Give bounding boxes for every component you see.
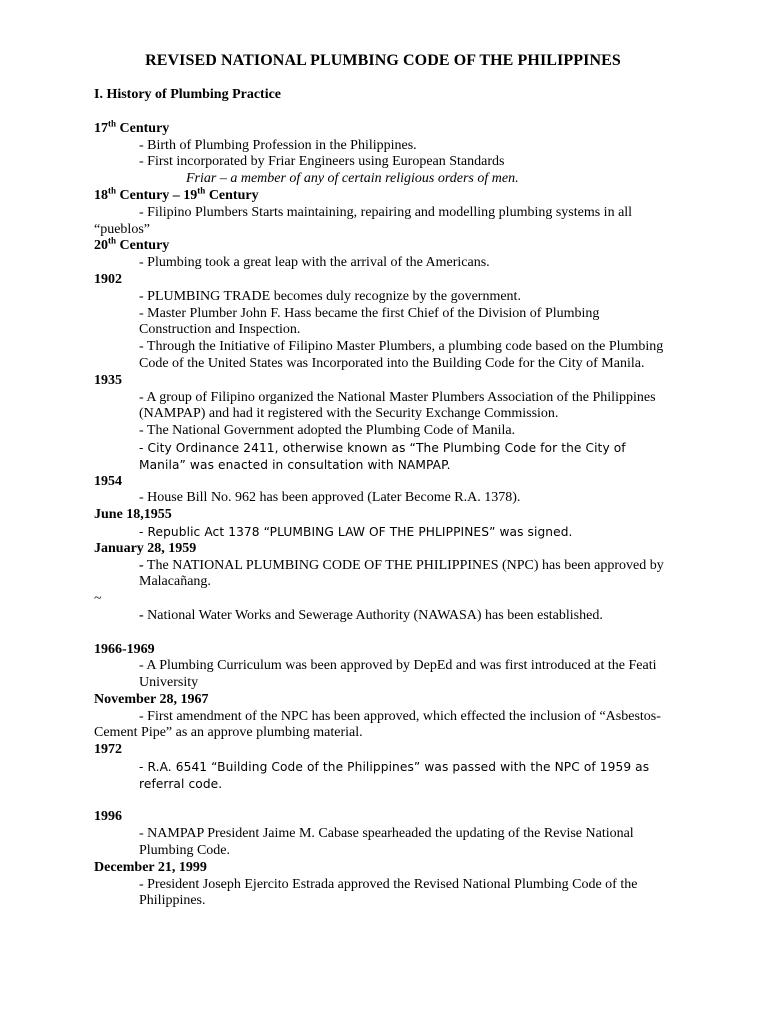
period-17th-century (94, 118, 672, 188)
period-label: 1935 (94, 372, 122, 388)
period-item: - NAMPAP President Jaime M. Cabase spearheaded the updating of the Revise National Plumbing Code. (139, 826, 634, 859)
period-1902 (94, 272, 672, 373)
period-label: 1996 (94, 809, 122, 825)
period-label: 1954 (94, 473, 122, 489)
period-item: - House Bill No. 962 has been approved (Later Become R.A. 1378). (139, 490, 521, 506)
period-item: - A group of Filipino organized the National Master Plumbers Association of the Philippines (NAMPAP) and had it registered with the Security Exchange Commission. (139, 389, 656, 422)
period-20th-century (94, 235, 672, 272)
blank-line (94, 793, 672, 810)
period-1996 (94, 809, 672, 859)
period-item: - First incorporated by Friar Engineers using European Standards (139, 154, 505, 170)
period-item: - Through the Initiative of Filipino Master Plumbers, a plumbing code based on the Plumbing Code of the United States was Incorporated into the Building Code for the City of Manila. (139, 339, 664, 371)
period-label: November 28, 1967 (94, 691, 209, 707)
period-tilde (94, 591, 672, 625)
section-title: I. History of Plumbing Practice (94, 87, 282, 102)
period-item: - Master Plumber John F. Hass became the first Chief of the Division of Plumbing Construction and Inspection. (139, 305, 600, 338)
period-label: 1902 (94, 271, 122, 287)
document-title: REVISED NATIONAL PLUMBING CODE OF THE PHILIPPINES (145, 52, 621, 69)
period-item: - R.A. 6541 “Building Code of the Philippines” was passed with the NPC of 1959 as referral code. (139, 760, 650, 791)
period-label: January 28, 1959 (94, 540, 197, 556)
period-label: 18th Century – 19th Century (94, 185, 259, 203)
period-18th-19th-century (94, 185, 672, 238)
period-1966-1969 (94, 642, 672, 692)
period-item: - PLUMBING TRADE becomes duly recognize by the government. (139, 288, 521, 304)
period-item: - Filipino Plumbers Starts maintaining, repairing and modelling plumbing systems in all “pueblos” (94, 204, 633, 237)
period-1954 (94, 474, 672, 508)
period-1935 (94, 373, 672, 474)
bullet-dash: - (139, 557, 144, 573)
period-label: December 21, 1999 (94, 859, 207, 875)
period-item-text: National Water Works and Sewerage Authority (NAWASA) has been established. (147, 607, 603, 623)
period-item-text: The NATIONAL PLUMBING CODE OF THE PHILIPPINES (NPC) has been approved by Malacañang. (139, 557, 664, 590)
period-item: - Republic Act 1378 “PLUMBING LAW OF THE PHLIPPINES” was signed. (139, 524, 573, 539)
period-label: 1966-1969 (94, 641, 155, 657)
period-november-1967 (94, 692, 672, 742)
period-item: - The National Government adopted the Plumbing Code of Manila. (139, 423, 516, 439)
period-item: - First amendment of the NPC has been approved, which effected the inclusion of “Asbestos-Cement Pipe” as an approve plumbing material. (94, 708, 661, 741)
period-june-1955 (94, 507, 672, 541)
blank-line (94, 625, 672, 642)
period-1972 (94, 742, 672, 792)
period-item: - A Plumbing Curriculum was been approved by DepEd and was first introduced at the Feati University (139, 658, 657, 691)
period-january-1959 (94, 541, 672, 591)
period-label: 1972 (94, 742, 122, 758)
period-item: - President Joseph Ejercito Estrada approved the Revised National Plumbing Code of the Philippines. (139, 876, 638, 909)
period-label: June 18,1955 (94, 507, 172, 523)
period-item: - Plumbing took a great leap with the arrival of the Americans. (139, 255, 490, 271)
period-label: 17th Century (94, 118, 170, 136)
period-item: - City Ordinance 2411, otherwise known as “The Plumbing Code for the City of Manila” was enacted in consultation with NAMPAP. (139, 440, 626, 472)
period-item (94, 558, 672, 592)
bullet-dash: - (139, 607, 144, 623)
period-label: ~ (94, 591, 102, 607)
period-december-1999 (94, 860, 672, 910)
period-item: - Birth of Plumbing Profession in the Philippines. (139, 137, 417, 153)
period-label: 20th Century (94, 235, 170, 254)
period-item (94, 608, 672, 625)
definition-note: Friar – a member of any of certain religious orders of men. (186, 171, 519, 187)
